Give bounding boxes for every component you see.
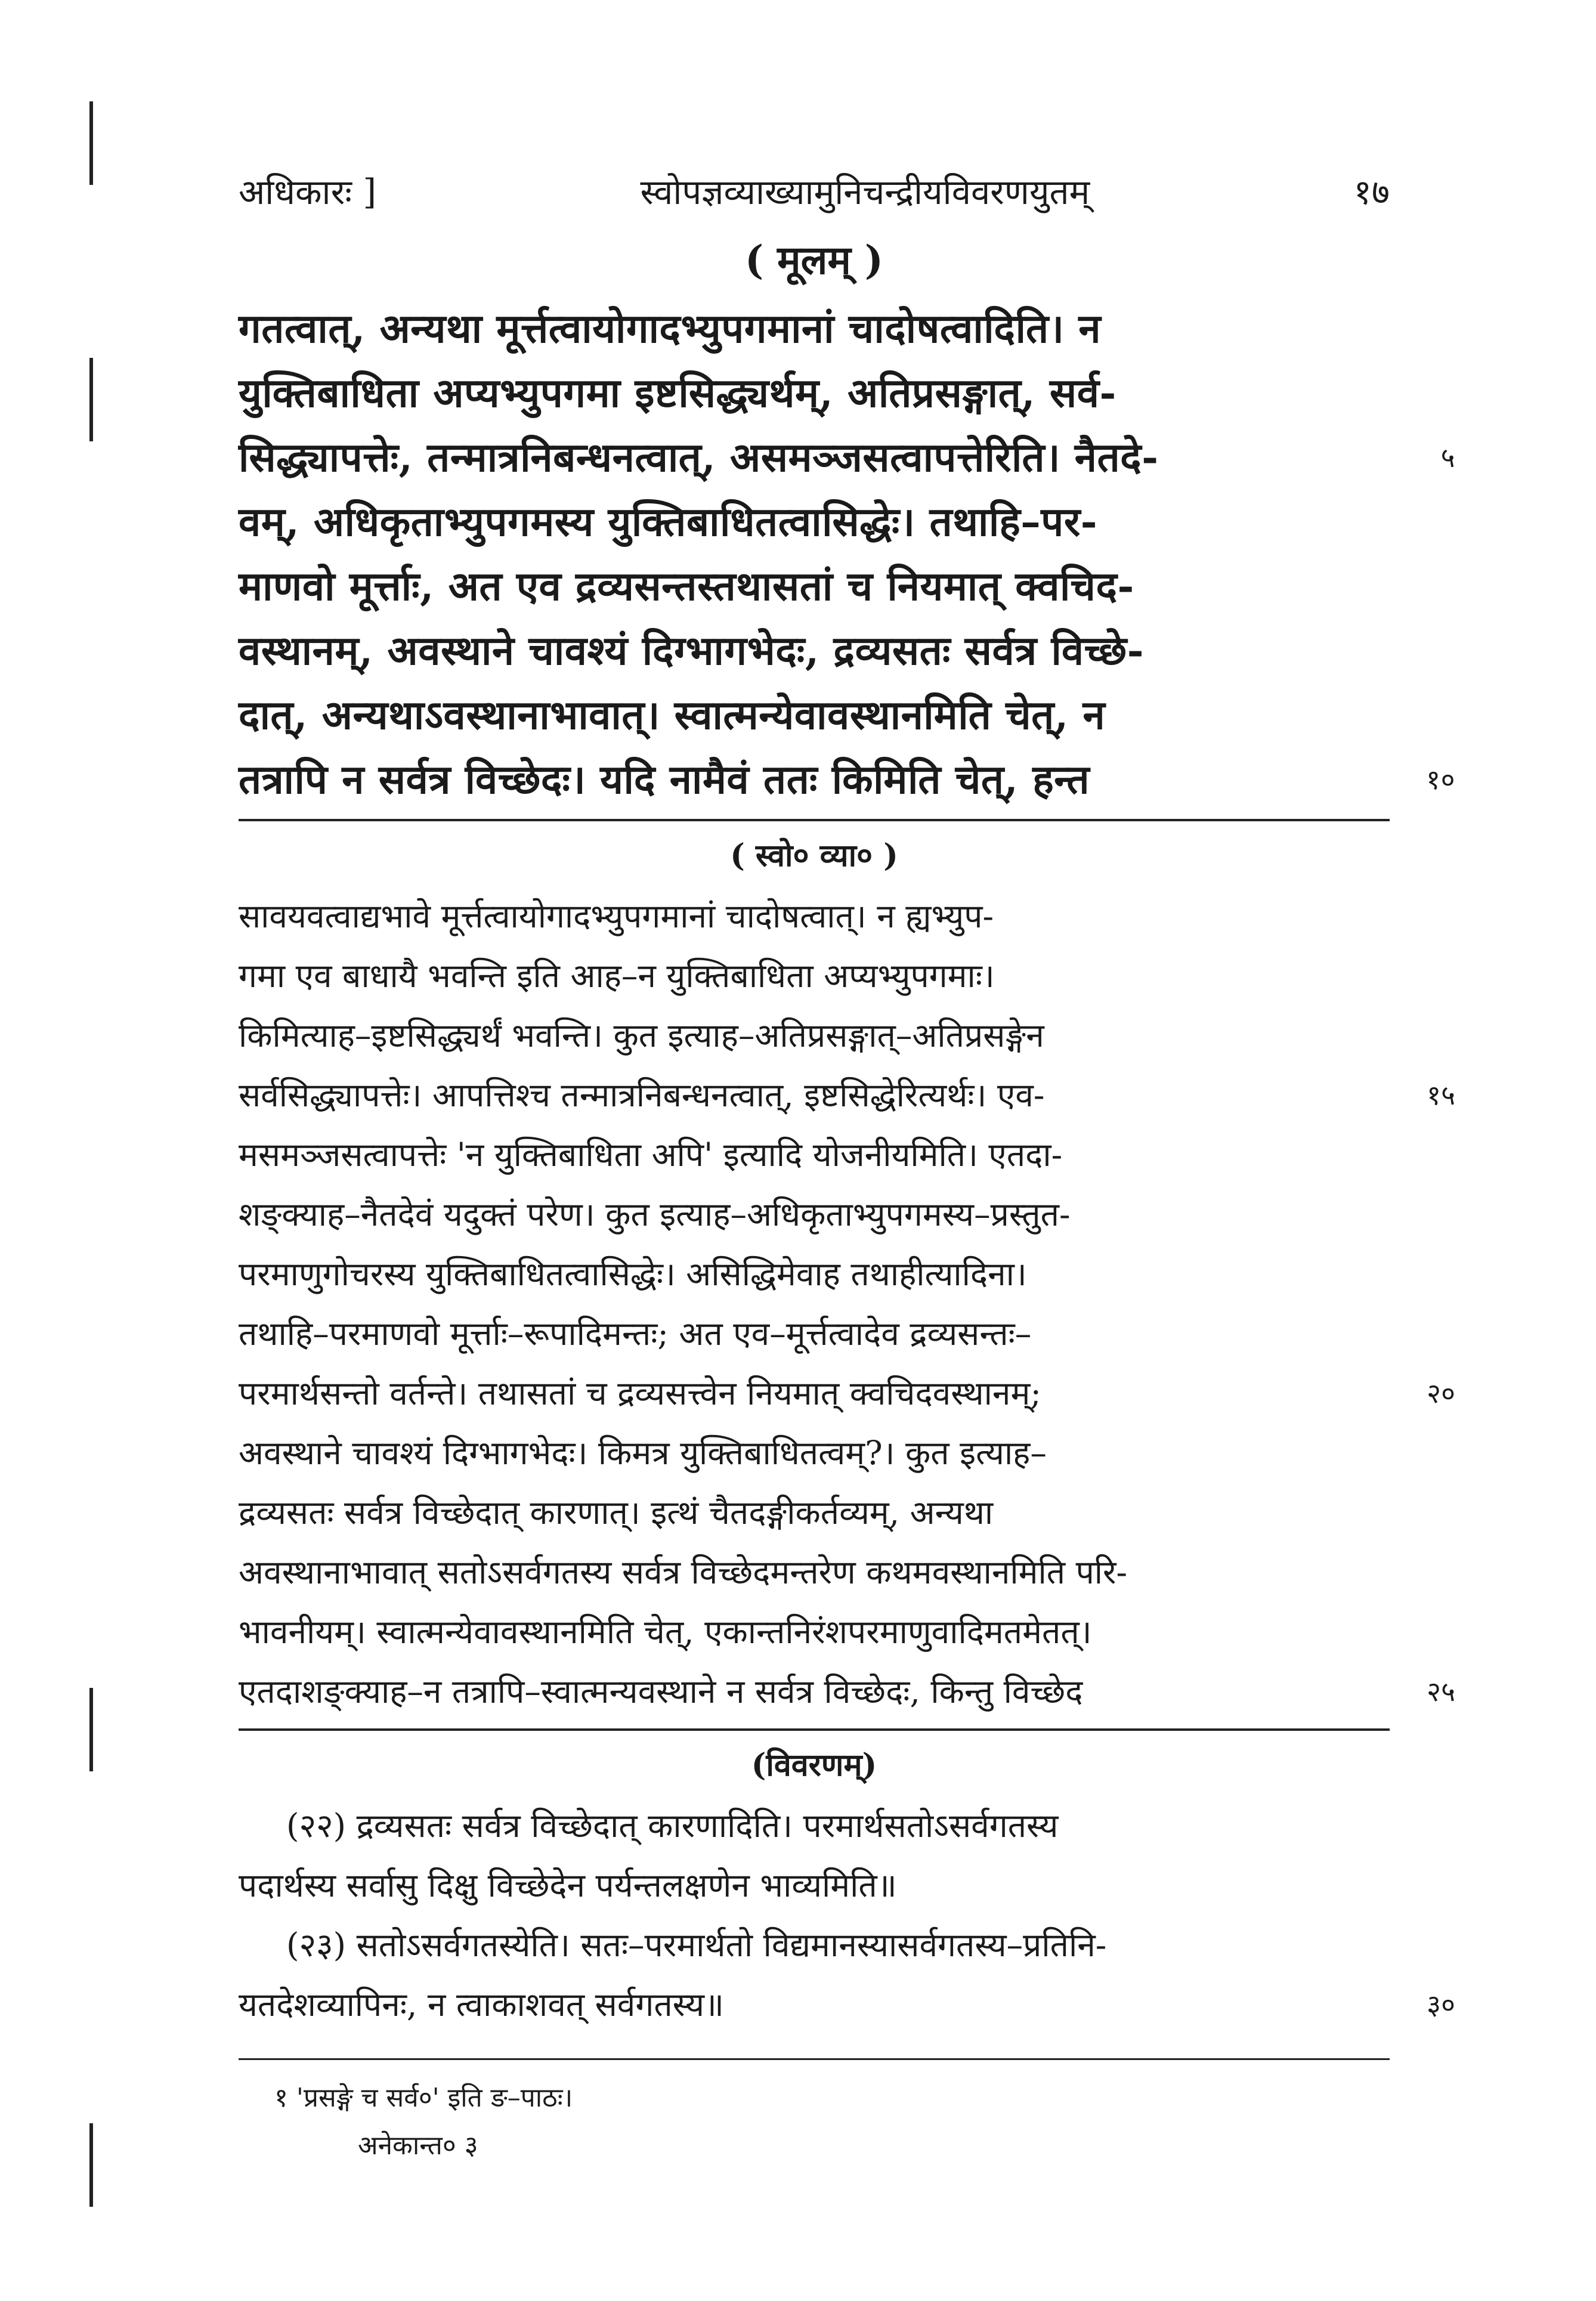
- mula-line: वम्, अधिकृताभ्युपगमस्य युक्तिबाधितत्वासिद्धेः। तथाहि–पर-: [239, 498, 1098, 545]
- vyakhya-line: अवस्थानाभावात् सतोऽसर्वगतस्य सर्वत्र विच्छेदमन्तरेण कथमवस्थानमिति परि-: [239, 1553, 1128, 1591]
- footnote: १ 'प्रसङ्गे च सर्व०' इति ङ–पाठः।: [274, 2083, 573, 2113]
- vivarana-line: पदार्थस्य सर्वासु दिक्षु विच्छेदेन पर्यन्तलक्षणेन भाव्यमिति॥: [239, 1866, 897, 1904]
- margin-mark-bottom: [89, 2123, 93, 2207]
- mula-line: तत्रापि न सर्वत्र विच्छेदः। यदि नामैवं ततः किमिति चेत्, हन्त १०: [239, 756, 1455, 803]
- vyakhya-line: एतदाशङ्क्याह–न तत्रापि–स्वात्मन्यवस्थाने न सर्वत्र विच्छेदः, किन्तु विच्छेद २५: [239, 1672, 1455, 1711]
- vyakhya-text: [239, 886, 1455, 1721]
- mula-line: गतत्वात्, अन्यथा मूर्त्तत्वायोगादभ्युपगमानां चादोषत्वादिति। न: [239, 305, 1102, 352]
- vivarana-text: [239, 1796, 1455, 2034]
- mula-line: युक्तिबाधिता अप्यभ्युपगमा इष्टसिद्ध्यर्थम्, अतिप्रसङ्गात्, सर्व-: [239, 369, 1116, 416]
- vivarana-line: यतदेशव्यापिनः, न त्वाकाशवत् सर्वगतस्य॥ ३०: [239, 1985, 1455, 2024]
- vyakhya-label: ( स्वो० व्या० ): [730, 837, 898, 874]
- mula-line: वस्थानम्, अवस्थाने चावश्यं दिग्भागभेदः, द्रव्यसतः सर्वत्र विच्छे-: [239, 627, 1145, 674]
- vyakhya-line: शङ्क्याह–नैतदेवं यदुक्तं परेण। कुत इत्याह–अधिकृताभ्युपगमस्य–प्रस्तुत-: [239, 1195, 1071, 1233]
- vyakhya-line: भावनीयम्। स्वात्मन्येवावस्थानमिति चेत्, एकान्तनिरंशपरमाणुवादिमतमेतत्।: [239, 1613, 1092, 1651]
- header-left: अधिकारः ]: [239, 172, 377, 212]
- footnote-divider: [239, 2058, 1390, 2060]
- vivarana-label: (विवरणम्): [751, 1747, 877, 1783]
- margin-mark-top: [89, 101, 93, 185]
- vyakhya-line: परमार्थसन्तो वर्तन्ते। तथासतां च द्रव्यसत्त्वेन नियमात् क्वचिदवस्थानम्; २०: [239, 1374, 1455, 1412]
- section-divider: [239, 819, 1390, 821]
- signature-mark: अनेकान्त० ३: [358, 2130, 478, 2161]
- margin-mark-lower: [89, 1688, 93, 1771]
- vyakhya-line: गमा एव बाधायै भवन्ति इति आह–न युक्तिबाधिता अप्यभ्युपगमाः।: [239, 957, 995, 995]
- vyakhya-line: द्रव्यसतः सर्वत्र विच्छेदात् कारणात्। इत्थं चैतदङ्गीकर्तव्यम्, अन्यथा: [239, 1493, 994, 1532]
- mula-line: माणवो मूर्त्ताः, अत एव द्रव्यसन्तस्तथासतां च नियमात् क्वचिद-: [239, 562, 1134, 610]
- running-head: [239, 167, 1390, 214]
- header-title: स्वोपज्ञव्याख्यामुनिचन्द्रीयविवरणयुतम्: [640, 172, 1090, 212]
- mula-line: सिद्ध्यापत्तेः, तन्मात्रनिबन्धनत्वात्, असमञ्जसत्वापत्तेरिति। नैतदे- ५: [239, 434, 1455, 481]
- vyakhya-line: किमित्याह–इष्टसिद्ध्यर्थं भवन्ति। कुत इत्याह–अतिप्रसङ्गात्–अतिप्रसङ्गेन: [239, 1016, 1044, 1054]
- vyakhya-line: परमाणुगोचरस्य युक्तिबाधितत्वासिद्धेः। असिद्धिमेवाह तथाहीत्यादिना।: [239, 1255, 1027, 1293]
- vivarana-line: (२२) द्रव्यसतः सर्वत्र विच्छेदात् कारणादिति। परमार्थसतोऽसर्वगतस्य: [286, 1807, 1059, 1845]
- margin-mark-middle: [89, 358, 93, 441]
- vyakhya-line: मसमञ्जसत्वापत्तेः 'न युक्तिबाधिता अपि' इत्यादि योजनीयमिति। एतदा-: [239, 1136, 1063, 1174]
- vivarana-line: (२३) सतोऽसर्वगतस्येति। सतः–परमार्थतो विद्यमानस्यासर्वगतस्य–प्रतिनि-: [286, 1926, 1107, 1964]
- section-divider: [239, 1728, 1390, 1731]
- vyakhya-line: अवस्थाने चावश्यं दिग्भागभेदः। किमत्र युक्तिबाधितत्वम्?। कुत इत्याह–: [239, 1434, 1047, 1472]
- vyakhya-line: तथाहि–परमाणवो मूर्त्ताः–रूपादिमन्तः; अत एव–मूर्त्तत्वादेव द्रव्यसन्तः–: [239, 1315, 1032, 1353]
- page-number: १७: [1353, 172, 1390, 212]
- mula-line: दात्, अन्यथाऽवस्थानाभावात्। स्वात्मन्येवावस्थानमिति चेत्, न: [239, 691, 1106, 738]
- vyakhya-line: सावयवत्वाद्यभावे मूर्त्तत्वायोगादभ्युपगमानां चादोषत्वात्। न ह्यभ्युप-: [239, 897, 994, 935]
- mula-label: ( मूलम् ): [744, 237, 884, 283]
- vyakhya-line: सर्वसिद्ध्यापत्तेः। आपत्तिश्च तन्मात्रनिबन्धनत्वात्, इष्टसिद्धेरित्यर्थः। एव- १५: [239, 1076, 1455, 1114]
- mula-text: [239, 296, 1455, 812]
- book-page: [239, 167, 1455, 2170]
